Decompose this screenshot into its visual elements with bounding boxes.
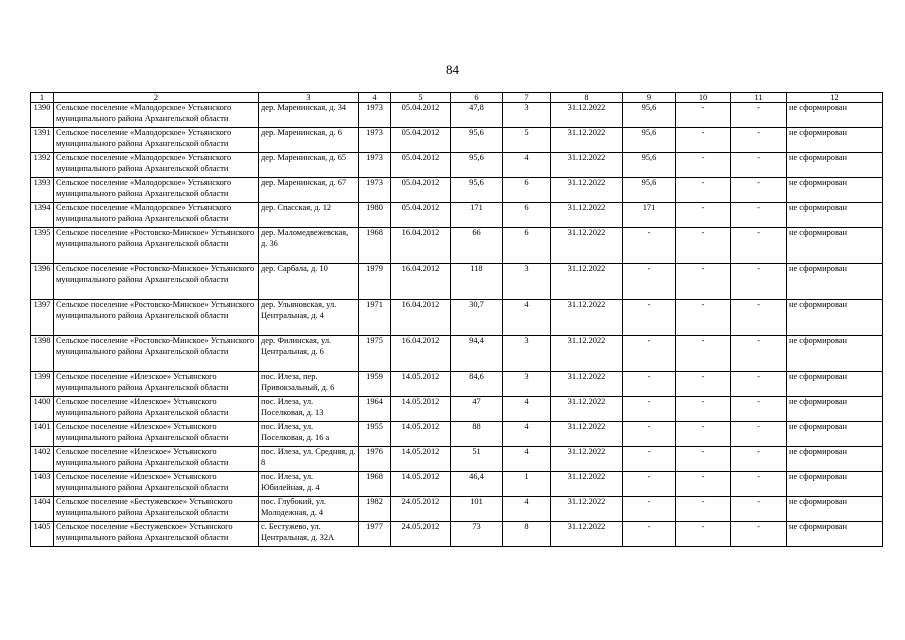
count-cell: 4	[503, 153, 551, 178]
table-row	[31, 336, 883, 372]
column-9-cell: -	[623, 472, 676, 497]
column-number: 3	[259, 93, 359, 103]
count-cell: 4	[503, 422, 551, 447]
column-10-cell: -	[676, 300, 731, 336]
status-cell: не сформирован	[787, 264, 883, 300]
row-number-cell: 1393	[31, 178, 54, 203]
column-10-cell: -	[676, 336, 731, 372]
area-cell: 88	[451, 422, 503, 447]
column-9-cell: -	[623, 522, 676, 547]
column-10-cell: -	[676, 497, 731, 522]
column-9-cell: -	[623, 397, 676, 422]
column-9-cell: 95,6	[623, 153, 676, 178]
year-cell: 1973	[359, 103, 391, 128]
address-cell: дер. Маренинская, д. 34	[259, 103, 359, 128]
settlement-cell: Сельское поселение «Малодорское» Устьянского муниципального района Архангельской области	[54, 178, 259, 203]
row-number-cell: 1398	[31, 336, 54, 372]
column-10-cell: -	[676, 472, 731, 497]
area-cell: 95,6	[451, 178, 503, 203]
count-cell: 4	[503, 497, 551, 522]
column-9-cell: -	[623, 372, 676, 397]
address-cell: дер. Сарбала, д. 10	[259, 264, 359, 300]
column-9-cell: -	[623, 300, 676, 336]
status-cell: не сформирован	[787, 228, 883, 264]
year-cell: 1968	[359, 472, 391, 497]
status-cell: не сформирован	[787, 472, 883, 497]
date-cell: 16.04.2012	[391, 336, 451, 372]
year-cell: 1976	[359, 447, 391, 472]
address-cell: дер. Маренинская, д. 67	[259, 178, 359, 203]
column-9-cell: 95,6	[623, 128, 676, 153]
table-row	[31, 128, 883, 153]
deadline-cell: 31.12.2022	[551, 397, 623, 422]
date-cell: 05.04.2012	[391, 128, 451, 153]
settlement-cell: Сельское поселение «Малодорское» Устьянского муниципального района Архангельской области	[54, 153, 259, 178]
column-9-cell: 95,6	[623, 103, 676, 128]
column-10-cell: -	[676, 422, 731, 447]
column-number: 11	[731, 93, 787, 103]
status-cell: не сформирован	[787, 153, 883, 178]
date-cell: 14.05.2012	[391, 447, 451, 472]
year-cell: 1973	[359, 178, 391, 203]
row-number-cell: 1390	[31, 103, 54, 128]
deadline-cell: 31.12.2022	[551, 153, 623, 178]
table-row	[31, 178, 883, 203]
column-11-cell: -	[731, 472, 787, 497]
column-10-cell: -	[676, 397, 731, 422]
column-11-cell: -	[731, 497, 787, 522]
address-cell: дер. Филинская, ул. Центральная, д. 6	[259, 336, 359, 372]
page-number: 84	[446, 62, 459, 77]
settlement-cell: Сельское поселение «Бестужевское» Устьянского муниципального района Архангельской области	[54, 522, 259, 547]
count-cell: 4	[503, 300, 551, 336]
count-cell: 5	[503, 128, 551, 153]
count-cell: 8	[503, 522, 551, 547]
column-number: 10	[676, 93, 731, 103]
table-row	[31, 264, 883, 300]
column-number: 1	[31, 93, 54, 103]
address-cell: с. Бестужево, ул. Центральная, д. 32А	[259, 522, 359, 547]
area-cell: 47,8	[451, 103, 503, 128]
status-cell: не сформирован	[787, 103, 883, 128]
column-11-cell: -	[731, 422, 787, 447]
column-9-cell: -	[623, 447, 676, 472]
table-row	[31, 153, 883, 178]
column-11-cell: -	[731, 103, 787, 128]
area-cell: 95,6	[451, 153, 503, 178]
year-cell: 1979	[359, 264, 391, 300]
status-cell: не сформирован	[787, 336, 883, 372]
area-cell: 30,7	[451, 300, 503, 336]
year-cell: 1973	[359, 128, 391, 153]
date-cell: 14.05.2012	[391, 372, 451, 397]
row-number-cell: 1395	[31, 228, 54, 264]
row-number-cell: 1405	[31, 522, 54, 547]
settlement-cell: Сельское поселение «Ростовско-Минское» Устьянского муниципального района Архангельской области	[54, 264, 259, 300]
deadline-cell: 31.12.2022	[551, 522, 623, 547]
status-cell: не сформирован	[787, 128, 883, 153]
column-9-cell: -	[623, 228, 676, 264]
table-row	[31, 228, 883, 264]
row-number-cell: 1396	[31, 264, 54, 300]
area-cell: 84,6	[451, 372, 503, 397]
count-cell: 3	[503, 336, 551, 372]
deadline-cell: 31.12.2022	[551, 103, 623, 128]
settlement-cell: Сельское поселение «Ростовско-Минское» Устьянского муниципального района Архангельской области	[54, 336, 259, 372]
status-cell: не сформирован	[787, 300, 883, 336]
column-number: 5	[391, 93, 451, 103]
column-10-cell: -	[676, 128, 731, 153]
register-table	[30, 92, 883, 547]
address-cell: пос. Илеза, ул. Средняя, д. 8	[259, 447, 359, 472]
column-9-cell: 95,6	[623, 178, 676, 203]
column-10-cell: -	[676, 103, 731, 128]
area-cell: 118	[451, 264, 503, 300]
table-row	[31, 203, 883, 228]
table-row	[31, 372, 883, 397]
row-number-cell: 1392	[31, 153, 54, 178]
address-cell: дер. Спасская, д. 12	[259, 203, 359, 228]
settlement-cell: Сельское поселение «Илезское» Устьянского муниципального района Архангельской области	[54, 447, 259, 472]
status-cell: не сформирован	[787, 397, 883, 422]
column-number: 6	[451, 93, 503, 103]
deadline-cell: 31.12.2022	[551, 128, 623, 153]
address-cell: пос. Илеза, пер. Привокзальный, д. 6	[259, 372, 359, 397]
area-cell: 95,6	[451, 128, 503, 153]
deadline-cell: 31.12.2022	[551, 372, 623, 397]
area-cell: 51	[451, 447, 503, 472]
count-cell: 3	[503, 372, 551, 397]
column-11-cell: -	[731, 128, 787, 153]
column-11-cell: -	[731, 300, 787, 336]
column-10-cell: -	[676, 203, 731, 228]
column-10-cell: -	[676, 372, 731, 397]
area-cell: 101	[451, 497, 503, 522]
area-cell: 46,4	[451, 472, 503, 497]
row-number-cell: 1397	[31, 300, 54, 336]
deadline-cell: 31.12.2022	[551, 472, 623, 497]
column-11-cell: -	[731, 264, 787, 300]
column-number-row	[31, 93, 883, 103]
year-cell: 1975	[359, 336, 391, 372]
column-11-cell: -	[731, 372, 787, 397]
date-cell: 24.05.2012	[391, 522, 451, 547]
column-11-cell: -	[731, 336, 787, 372]
date-cell: 14.05.2012	[391, 422, 451, 447]
year-cell: 1980	[359, 203, 391, 228]
count-cell: 1	[503, 472, 551, 497]
year-cell: 1982	[359, 497, 391, 522]
address-cell: пос. Илеза, ул. Поселковая, д. 16 а	[259, 422, 359, 447]
column-9-cell: 171	[623, 203, 676, 228]
table-body	[31, 93, 883, 547]
settlement-cell: Сельское поселение «Ростовско-Минское» Устьянского муниципального района Архангельской области	[54, 300, 259, 336]
column-number: 4	[359, 93, 391, 103]
date-cell: 14.05.2012	[391, 397, 451, 422]
column-10-cell: -	[676, 153, 731, 178]
status-cell: не сформирован	[787, 447, 883, 472]
row-number-cell: 1399	[31, 372, 54, 397]
settlement-cell: Сельское поселение «Илезское» Устьянского муниципального района Архангельской области	[54, 422, 259, 447]
column-10-cell: -	[676, 264, 731, 300]
deadline-cell: 31.12.2022	[551, 300, 623, 336]
column-9-cell: -	[623, 264, 676, 300]
deadline-cell: 31.12.2022	[551, 422, 623, 447]
table-row	[31, 397, 883, 422]
row-number-cell: 1401	[31, 422, 54, 447]
column-10-cell: -	[676, 228, 731, 264]
count-cell: 4	[503, 397, 551, 422]
date-cell: 16.04.2012	[391, 228, 451, 264]
table-row	[31, 300, 883, 336]
address-cell: пос. Илеза, ул. Юбилейная, д. 4	[259, 472, 359, 497]
table-row	[31, 522, 883, 547]
row-number-cell: 1403	[31, 472, 54, 497]
status-cell: не сформирован	[787, 178, 883, 203]
deadline-cell: 31.12.2022	[551, 447, 623, 472]
row-number-cell: 1394	[31, 203, 54, 228]
count-cell: 6	[503, 178, 551, 203]
column-11-cell: -	[731, 203, 787, 228]
count-cell: 3	[503, 103, 551, 128]
address-cell: дер. Ульяновская, ул. Центральная, д. 4	[259, 300, 359, 336]
count-cell: 3	[503, 264, 551, 300]
count-cell: 6	[503, 203, 551, 228]
settlement-cell: Сельское поселение «Илезское» Устьянского муниципального района Архангельской области	[54, 472, 259, 497]
column-11-cell: -	[731, 153, 787, 178]
deadline-cell: 31.12.2022	[551, 228, 623, 264]
column-number: 2	[54, 93, 259, 103]
settlement-cell: Сельское поселение «Илезское» Устьянского муниципального района Архангельской области	[54, 397, 259, 422]
year-cell: 1977	[359, 522, 391, 547]
area-cell: 94,4	[451, 336, 503, 372]
settlement-cell: Сельское поселение «Малодорское» Устьянского муниципального района Архангельской области	[54, 128, 259, 153]
status-cell: не сформирован	[787, 422, 883, 447]
date-cell: 14.05.2012	[391, 472, 451, 497]
column-9-cell: -	[623, 497, 676, 522]
table-row	[31, 472, 883, 497]
column-number: 9	[623, 93, 676, 103]
deadline-cell: 31.12.2022	[551, 336, 623, 372]
column-9-cell: -	[623, 422, 676, 447]
status-cell: не сформирован	[787, 203, 883, 228]
deadline-cell: 31.12.2022	[551, 203, 623, 228]
column-11-cell: -	[731, 178, 787, 203]
table-row	[31, 103, 883, 128]
table-row	[31, 447, 883, 472]
table-row	[31, 497, 883, 522]
date-cell: 24.05.2012	[391, 497, 451, 522]
row-number-cell: 1391	[31, 128, 54, 153]
column-number: 12	[787, 93, 883, 103]
settlement-cell: Сельское поселение «Бестужевское» Устьянского муниципального района Архангельской области	[54, 497, 259, 522]
status-cell: не сформирован	[787, 372, 883, 397]
column-number: 7	[503, 93, 551, 103]
date-cell: 05.04.2012	[391, 103, 451, 128]
column-11-cell: -	[731, 522, 787, 547]
status-cell: не сформирован	[787, 497, 883, 522]
year-cell: 1964	[359, 397, 391, 422]
deadline-cell: 31.12.2022	[551, 178, 623, 203]
area-cell: 47	[451, 397, 503, 422]
settlement-cell: Сельское поселение «Малодорское» Устьянского муниципального района Архангельской области	[54, 103, 259, 128]
address-cell: дер. Маренинская, д. 6	[259, 128, 359, 153]
date-cell: 16.04.2012	[391, 300, 451, 336]
settlement-cell: Сельское поселение «Илезское» Устьянского муниципального района Архангельской области	[54, 372, 259, 397]
year-cell: 1971	[359, 300, 391, 336]
area-cell: 66	[451, 228, 503, 264]
date-cell: 05.04.2012	[391, 153, 451, 178]
column-10-cell: -	[676, 178, 731, 203]
address-cell: дер. Маренинская, д. 65	[259, 153, 359, 178]
count-cell: 4	[503, 447, 551, 472]
column-number: 8	[551, 93, 623, 103]
address-cell: дер. Маломедвежевская, д. 36	[259, 228, 359, 264]
date-cell: 16.04.2012	[391, 264, 451, 300]
date-cell: 05.04.2012	[391, 178, 451, 203]
column-11-cell: -	[731, 228, 787, 264]
year-cell: 1968	[359, 228, 391, 264]
address-cell: пос. Глубокий, ул. Молодежная, д. 4	[259, 497, 359, 522]
row-number-cell: 1402	[31, 447, 54, 472]
column-9-cell: -	[623, 336, 676, 372]
count-cell: 6	[503, 228, 551, 264]
settlement-cell: Сельское поселение «Ростовско-Минское» Устьянского муниципального района Архангельской области	[54, 228, 259, 264]
address-cell: пос. Илеза, ул. Поселковая, д. 13	[259, 397, 359, 422]
row-number-cell: 1400	[31, 397, 54, 422]
deadline-cell: 31.12.2022	[551, 264, 623, 300]
table-row	[31, 422, 883, 447]
year-cell: 1973	[359, 153, 391, 178]
column-10-cell: -	[676, 522, 731, 547]
area-cell: 73	[451, 522, 503, 547]
status-cell: не сформирован	[787, 522, 883, 547]
date-cell: 05.04.2012	[391, 203, 451, 228]
column-10-cell: -	[676, 447, 731, 472]
row-number-cell: 1404	[31, 497, 54, 522]
year-cell: 1955	[359, 422, 391, 447]
area-cell: 171	[451, 203, 503, 228]
deadline-cell: 31.12.2022	[551, 497, 623, 522]
column-11-cell: -	[731, 397, 787, 422]
settlement-cell: Сельское поселение «Малодорское» Устьянского муниципального района Архангельской области	[54, 203, 259, 228]
year-cell: 1959	[359, 372, 391, 397]
column-11-cell: -	[731, 447, 787, 472]
